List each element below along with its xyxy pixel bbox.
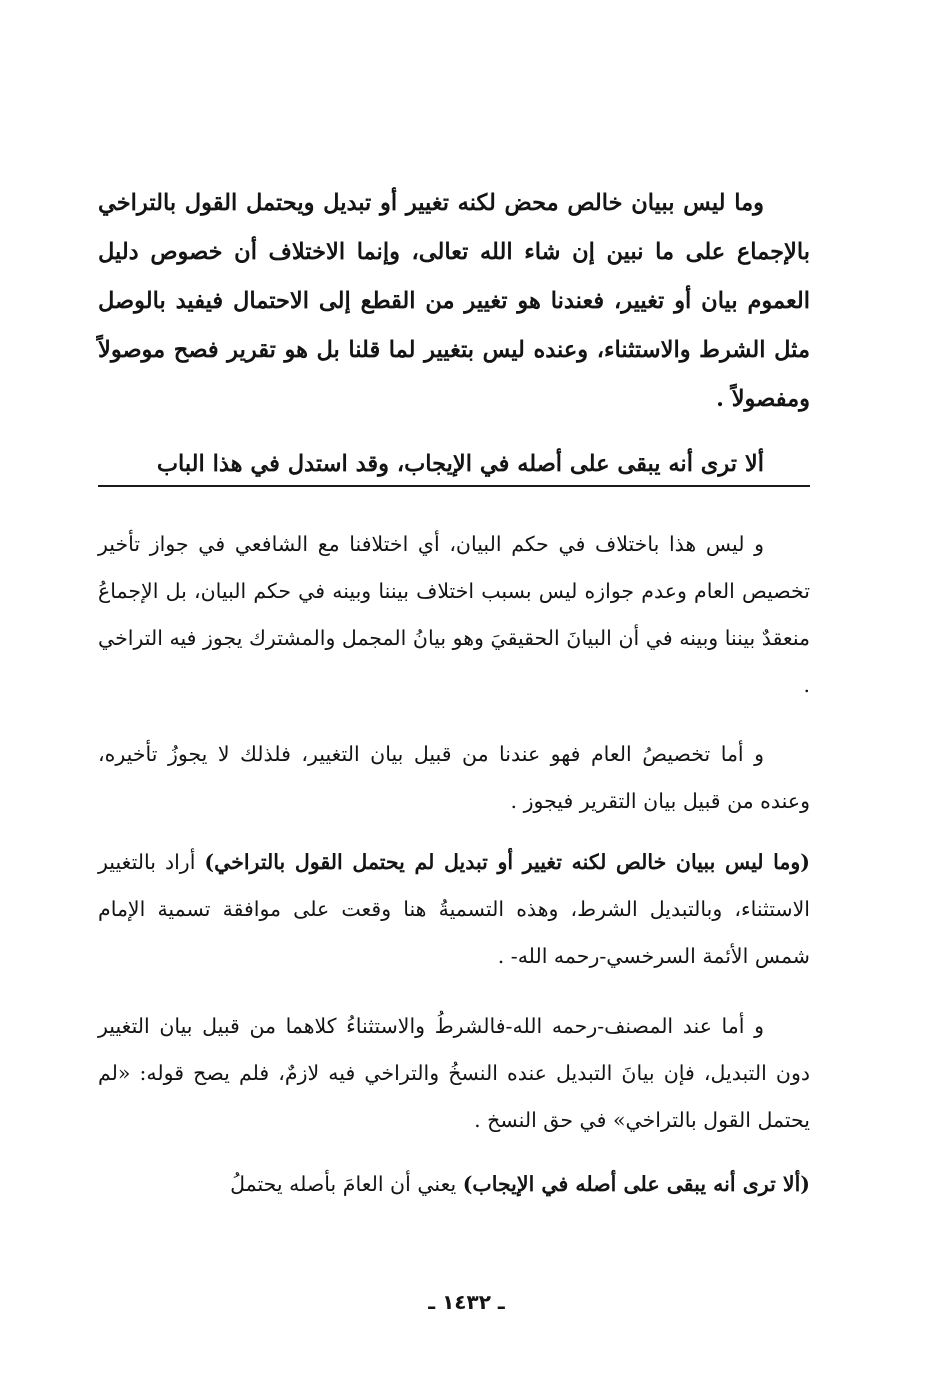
commentary-text: يعني أن العامَ بأصله يحتملُ bbox=[230, 1171, 463, 1196]
footnote-divider bbox=[98, 485, 810, 487]
main-paragraph-2: ألا ترى أنه يبقى على أصله في الإيجاب، وقد استدل في هذا الباب bbox=[156, 450, 764, 477]
commentary-text: أراد بالتغيير الاستثناء، وبالتبديل الشرط، وهذه التسميةُ هنا وقعت على موافقة تسمية الإمام شمس الأئمة السرخسي-رحمه الله- . bbox=[98, 849, 810, 968]
main-paragraph-1: وما ليس ببيان خالص محض لكنه تغيير أو تبديل ويحتمل القول بالتراخي بالإجماع على ما نبين إن شاء الله تعالى، وإنما الاختلاف أن خصوص دليل العموم بيان أو تغيير، فعندنا هو تغيير من القطع إلى الاحتمال فيفيد بالوصل مثل الشرط والاستثناء، وعنده ليس بتغيير لما قلنا بل هو تقرير فصح موصولاً ومفصولاً . bbox=[98, 189, 810, 412]
commentary-paragraph-4: و أما عند المصنف-رحمه الله-فالشرطُ والاستثناءُ كلاهما من قبيل بيان التغيير دون التبديل، فإن بيانَ التبديل عنده النسخُ والتراخي فيه لازمٌ، فلم يصح قوله: «لم يحتمل القول بالتراخي» في حق النسخ . bbox=[98, 1013, 810, 1132]
quoted-text: (وما ليس ببيان خالص لكنه تغيير أو تبديل لم يحتمل القول بالتراخي) bbox=[204, 849, 810, 874]
commentary-paragraph-3 bbox=[98, 839, 810, 980]
commentary-paragraph-5 bbox=[98, 1161, 810, 1208]
commentary-paragraph-2: و أما تخصيصُ العام فهو عندنا من قبيل بيان التغيير، فلذلك لا يجوزُ تأخيره، وعنده من قبيل بيان التقرير فيجوز . bbox=[98, 741, 810, 813]
commentary-paragraph-1: و ليس هذا باختلاف في حكم البيان، أي اختلافنا مع الشافعي في جواز تأخير تخصيص العام وعدم جوازه ليس بسبب اختلاف بيننا وبينه في حكم البيان، بل الإجماعُ منعقدٌ بيننا وبينه في أن البيانَ الحقيقيَ وهو بيانُ المجمل والمشترك يجوز فيه التراخي . bbox=[98, 531, 810, 697]
page-number: ـ ١٤٣٢ ـ bbox=[428, 1290, 505, 1314]
document-page bbox=[98, 0, 810, 1378]
quoted-text: (ألا ترى أنه يبقى على أصله في الإيجاب) bbox=[462, 1171, 810, 1196]
